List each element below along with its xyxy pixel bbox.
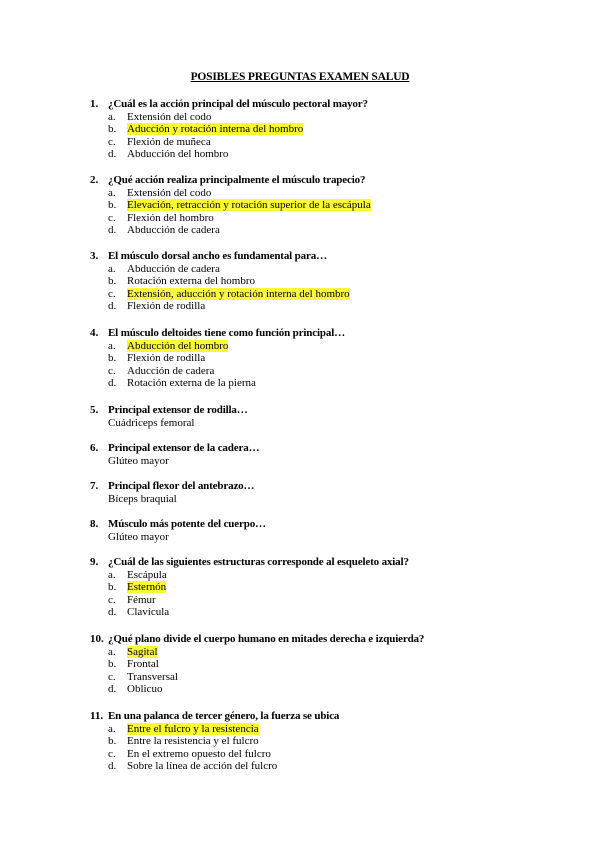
option-text: Entre la resistencia y el fulcro — [127, 735, 259, 748]
option-correct — [108, 581, 409, 594]
option-text: Oblicuo — [127, 683, 163, 696]
option-text: Rotación externa de la pierna — [127, 377, 256, 390]
question-number: 7. — [90, 480, 99, 492]
option-letter: b. — [108, 581, 117, 594]
question-5 — [90, 404, 248, 429]
option — [108, 377, 345, 390]
question-number: 1. — [90, 98, 99, 110]
option-letter: a. — [108, 722, 116, 735]
option — [108, 747, 339, 761]
option-letter: c. — [108, 364, 116, 377]
option-letter: c. — [108, 135, 116, 148]
option — [108, 352, 345, 365]
option-text: Abducción de cadera — [127, 224, 220, 237]
option-letter: b. — [108, 199, 117, 212]
question-heading — [90, 404, 248, 417]
question-6 — [90, 442, 259, 467]
option-letter: c. — [108, 287, 116, 300]
option-text: Extensión del codo — [127, 110, 212, 123]
option — [108, 275, 350, 288]
question-11 — [90, 710, 339, 773]
highlighted-answer: Entre el fulcro y la resistencia — [127, 722, 259, 735]
question-1 — [90, 98, 368, 161]
option-text: Rotación externa del hombro — [127, 275, 255, 288]
option-letter: b. — [108, 123, 117, 136]
question-number: 10. — [90, 633, 104, 645]
question-number: 5. — [90, 404, 99, 416]
highlighted-answer: Extensión, aducción y rotación interna del hombro — [127, 287, 350, 300]
answer-text: Cuádriceps femoral — [108, 416, 195, 429]
option — [108, 186, 371, 200]
answer-text: Glúteo mayor — [108, 530, 169, 543]
option-letter: a. — [108, 262, 116, 275]
question-9 — [90, 556, 409, 619]
question-2 — [90, 174, 371, 237]
option-list — [90, 340, 345, 390]
option-letter: d. — [108, 760, 117, 773]
option-text: Abducción de cadera — [127, 262, 220, 275]
question-text: ¿Qué acción realiza principalmente el músculo trapecio? — [108, 174, 366, 186]
option-letter: d. — [108, 683, 117, 696]
answer-text: Glúteo mayor — [108, 454, 169, 467]
question-heading — [90, 633, 424, 646]
question-heading — [90, 480, 254, 493]
option-text: Abducción del hombro — [127, 148, 229, 161]
highlighted-answer: Elevación, retracción y rotación superior de la escápula — [127, 199, 371, 212]
question-text: ¿Cuál de las siguientes estructuras corresponde al esqueleto axial? — [108, 556, 409, 568]
option-text: En el extremo opuesto del fulcro — [127, 747, 271, 760]
option — [108, 593, 409, 607]
question-heading — [90, 174, 371, 187]
option — [108, 300, 350, 313]
option-letter: b. — [108, 735, 117, 748]
highlighted-answer: Aducción y rotación interna del hombro — [127, 123, 304, 136]
highlighted-answer: Sagital — [127, 645, 158, 658]
question-text: ¿Cuál es la acción principal del músculo pectoral mayor? — [108, 98, 368, 110]
answer-text: Bíceps braquial — [108, 492, 177, 505]
question-10 — [90, 633, 424, 696]
option-letter: a. — [108, 339, 116, 352]
question-number: 11. — [90, 710, 104, 722]
option-list — [90, 569, 409, 619]
option — [108, 606, 409, 619]
question-text: ¿Qué plano divide el cuerpo humano en mitades derecha e izquierda? — [108, 633, 425, 645]
option-letter: b. — [108, 275, 117, 288]
option-text: Frontal — [127, 658, 159, 671]
option-text: Flexión de muñeca — [127, 135, 211, 148]
question-text: El músculo deltoides tiene como función principal… — [108, 327, 345, 339]
option-letter: d. — [108, 224, 117, 237]
option — [108, 568, 409, 582]
option-correct — [108, 339, 345, 353]
option-letter: c. — [108, 670, 116, 683]
option — [108, 148, 368, 161]
question-heading — [90, 98, 368, 111]
question-text: Músculo más potente del cuerpo… — [108, 518, 266, 530]
question-heading — [90, 518, 266, 531]
option-text: Flexión de rodilla — [127, 300, 206, 313]
option-letter: d. — [108, 606, 117, 619]
option-letter: d. — [108, 148, 117, 161]
option-letter: d. — [108, 377, 117, 390]
question-number: 6. — [90, 442, 99, 454]
option — [108, 364, 345, 378]
question-heading — [90, 442, 259, 455]
option-letter: c. — [108, 593, 116, 606]
option-letter: b. — [108, 352, 117, 365]
option-text: Aducción de cadera — [127, 364, 215, 377]
option-list — [90, 723, 339, 773]
option-letter: a. — [108, 645, 116, 658]
question-text: El músculo dorsal ancho es fundamental para… — [108, 250, 327, 262]
option-letter: a. — [108, 568, 116, 581]
option-text: Flexión de rodilla — [127, 352, 206, 365]
option — [108, 670, 424, 684]
question-7 — [90, 480, 254, 505]
option — [108, 683, 424, 696]
option-letter: a. — [108, 110, 116, 123]
option-correct — [108, 123, 368, 136]
option-text: Extensión del codo — [127, 186, 212, 199]
question-heading — [90, 250, 350, 263]
option-text: Escápula — [127, 568, 167, 581]
question-number: 3. — [90, 250, 99, 262]
highlighted-answer: Esternón — [127, 581, 167, 594]
question-heading — [90, 556, 409, 569]
option-correct — [108, 199, 371, 212]
option — [108, 110, 368, 124]
option-text: Clavícula — [127, 606, 170, 619]
option-correct — [108, 645, 424, 659]
question-text: Principal extensor de la cadera… — [108, 442, 260, 454]
option — [108, 658, 424, 671]
option-correct — [108, 287, 350, 301]
question-text: Principal flexor del antebrazo… — [108, 480, 255, 492]
option — [108, 760, 339, 773]
question-text: En una palanca de tercer género, la fuerza se ubica — [108, 710, 340, 722]
option-letter: c. — [108, 211, 116, 224]
question-heading — [90, 710, 339, 723]
option-text: Flexión del hombro — [127, 211, 214, 224]
question-number: 4. — [90, 327, 99, 339]
option — [108, 224, 371, 237]
option-text: Transversal — [127, 670, 178, 683]
option-text: Fémur — [127, 593, 156, 606]
question-heading — [90, 327, 345, 340]
option-list — [90, 646, 424, 696]
option — [108, 211, 371, 225]
option — [108, 135, 368, 149]
page-title: POSIBLES PREGUNTAS EXAMEN SALUD — [190, 71, 410, 83]
question-number: 2. — [90, 174, 99, 186]
option-text: Sobre la línea de acción del fulcro — [127, 760, 278, 773]
highlighted-answer: Abducción del hombro — [127, 339, 229, 352]
question-number: 9. — [90, 556, 99, 568]
option-letter: a. — [108, 186, 116, 199]
option-letter: c. — [108, 747, 116, 760]
question-text: Principal extensor de rodilla… — [108, 404, 248, 416]
option — [108, 735, 339, 748]
option-letter: b. — [108, 658, 117, 671]
option-correct — [108, 722, 339, 736]
question-3 — [90, 250, 350, 313]
option-letter: d. — [108, 300, 117, 313]
option — [108, 262, 350, 276]
option-list — [90, 111, 368, 161]
question-4 — [90, 327, 345, 390]
option-list — [90, 263, 350, 313]
question-number: 8. — [90, 518, 99, 530]
option-list — [90, 187, 371, 237]
question-8 — [90, 518, 266, 543]
